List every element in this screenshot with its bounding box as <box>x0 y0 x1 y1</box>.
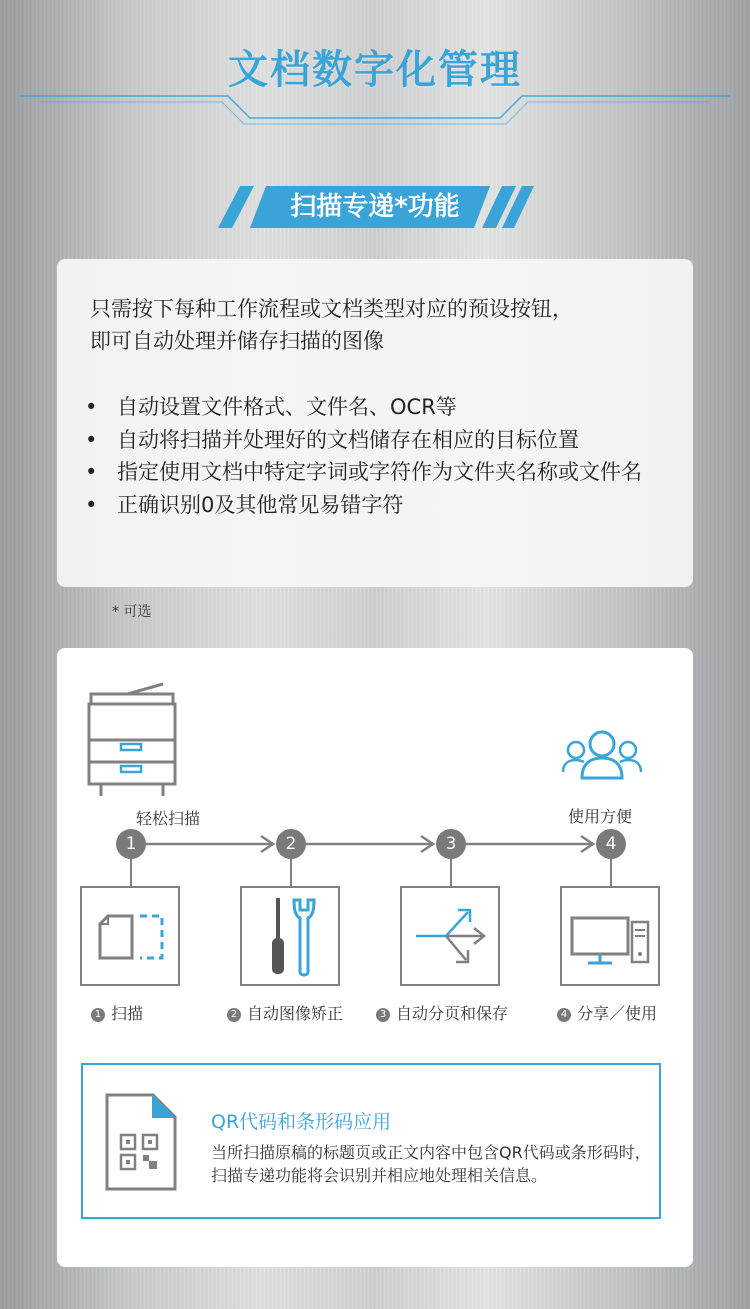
step-4-badge: 4 <box>596 829 626 859</box>
scan-step-box <box>80 886 180 986</box>
title-decoration <box>0 88 750 138</box>
footnote: * 可选 <box>112 604 152 620</box>
end-label: 使用方便 <box>568 807 633 826</box>
step-2-label: 自动图像矫正 <box>247 1004 344 1023</box>
step-4-label: 分享／使用 <box>577 1004 658 1023</box>
step-1-badge: 1 <box>116 829 146 859</box>
list-item: • 自动设置文件格式、文件名、OCR等 <box>85 391 665 424</box>
step-2-caption <box>227 1001 343 1024</box>
intro-line: 即可自动处理并储存扫描的图像 <box>90 329 384 353</box>
correction-step-box <box>240 886 340 986</box>
split-arrows-icon <box>402 888 498 984</box>
intro-text <box>90 293 670 357</box>
step-1-label: 扫描 <box>111 1004 144 1023</box>
list-item: • 自动将扫描并处理好的文档储存在相应的目标位置 <box>85 424 665 457</box>
scan-document-icon <box>82 888 178 984</box>
screwdriver-wrench-icon <box>242 888 338 984</box>
step-4-number: 4 <box>557 1008 571 1022</box>
feature-card <box>57 259 693 587</box>
step-3-label: 自动分页和保存 <box>396 1004 509 1023</box>
step-2-badge: 2 <box>276 829 306 859</box>
start-label: 轻松扫描 <box>136 809 201 828</box>
step-4-caption <box>557 1001 657 1024</box>
step-3-number: 3 <box>376 1008 390 1022</box>
qr-description: 当所扫描原稿的标题页或正文内容中包含QR代码或条形码时，扫描专递功能将会识别并相应地处理相关信息。 <box>211 1143 651 1185</box>
qr-info-box <box>81 1063 661 1219</box>
list-item: • 指定使用文档中特定字词或字符作为文件夹名称或文件名 <box>85 456 662 489</box>
step-3-badge: 3 <box>436 829 466 859</box>
page-title: 文档数字化管理 <box>228 47 522 93</box>
banner-label: 扫描专递*功能 <box>290 192 460 222</box>
step-1-number: 1 <box>91 1008 105 1022</box>
step-3-caption <box>376 1001 508 1024</box>
step-2-number: 2 <box>227 1008 241 1022</box>
intro-line: 只需按下每种工作流程或文档类型对应的预设按钮， <box>90 297 573 321</box>
step-connectors <box>57 859 693 887</box>
feature-list <box>85 391 665 521</box>
split-save-step-box <box>400 886 500 986</box>
workflow-card <box>57 648 693 1267</box>
users-icon <box>560 728 644 780</box>
step-1-caption <box>91 1001 143 1024</box>
computer-icon <box>562 888 658 984</box>
qr-title: QR代码和条形码应用 <box>211 1111 392 1133</box>
printer-icon <box>87 682 177 800</box>
share-step-box <box>560 886 660 986</box>
qr-document-icon <box>105 1093 177 1191</box>
list-item: • 正确识别0及其他常见易错字符 <box>85 489 665 522</box>
